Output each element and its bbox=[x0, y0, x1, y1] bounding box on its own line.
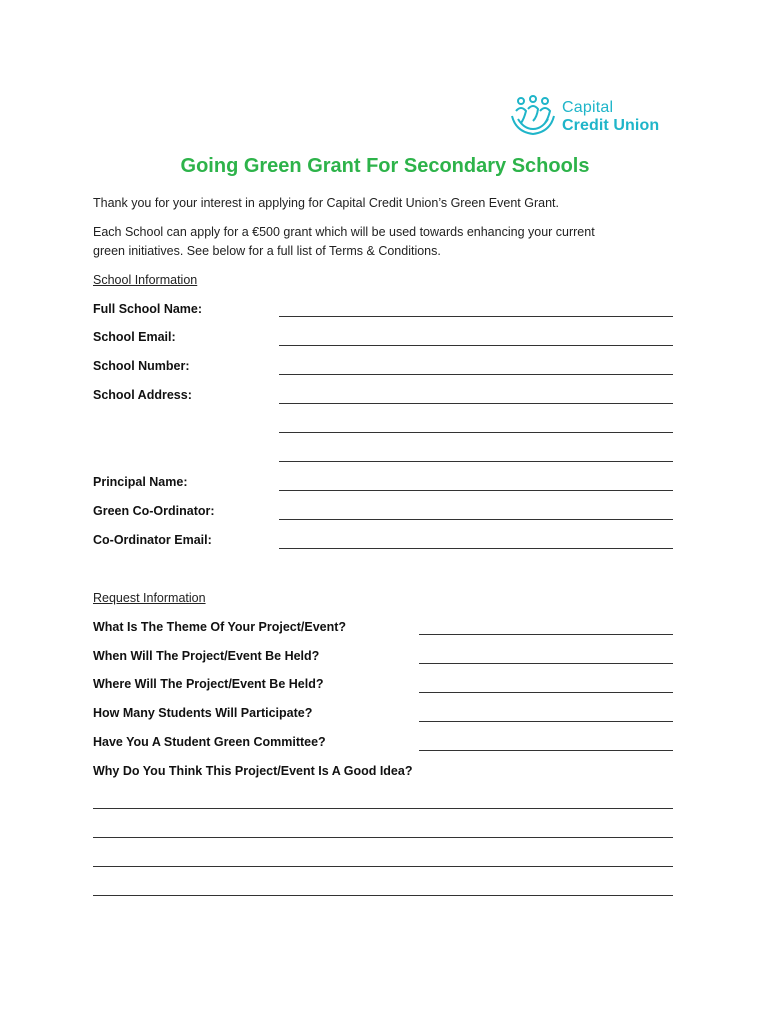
why-answer-field-line-3[interactable] bbox=[93, 866, 673, 867]
page-title: Going Green Grant For Secondary Schools bbox=[180, 155, 590, 177]
request-information-heading: Request Information bbox=[93, 591, 206, 605]
school-address-label: School Address: bbox=[93, 388, 192, 402]
school-information-heading: School Information bbox=[93, 273, 198, 287]
why-answer-field-line-2[interactable] bbox=[93, 837, 673, 838]
school-address-field-line-1[interactable] bbox=[279, 403, 673, 404]
intro-paragraph-1: Thank you for your interest in applying for Capital Credit Union’s Green Event Grant. bbox=[93, 196, 559, 210]
school-number-label: School Number: bbox=[93, 359, 190, 373]
school-email-label: School Email: bbox=[93, 330, 176, 344]
committee-answer-field[interactable] bbox=[419, 750, 673, 751]
school-address-field-line-3[interactable] bbox=[279, 461, 673, 462]
theme-question-label: What Is The Theme Of Your Project/Event? bbox=[93, 620, 347, 634]
when-answer-field[interactable] bbox=[419, 663, 673, 664]
intro-paragraph-2-line-1: Each School can apply for a €500 grant which will be used towards enhancing your current bbox=[93, 225, 595, 239]
principal-name-field[interactable] bbox=[279, 490, 673, 491]
coordinator-email-field[interactable] bbox=[279, 548, 673, 549]
why-answer-field-line-1[interactable] bbox=[93, 808, 673, 809]
why-answer-field-line-4[interactable] bbox=[93, 895, 673, 896]
school-number-field[interactable] bbox=[279, 374, 673, 375]
full-school-name-label: Full School Name: bbox=[93, 302, 203, 316]
green-coordinator-field[interactable] bbox=[279, 519, 673, 520]
committee-question-label: Have You A Student Green Committee? bbox=[93, 735, 326, 749]
people-in-hands-icon bbox=[510, 94, 556, 138]
school-address-field-line-2[interactable] bbox=[279, 432, 673, 433]
full-school-name-field[interactable] bbox=[279, 316, 673, 317]
coordinator-email-label: Co-Ordinator Email: bbox=[93, 533, 212, 547]
logo-text-capital: Capital bbox=[562, 99, 614, 116]
when-question-label: When Will The Project/Event Be Held? bbox=[93, 649, 320, 663]
principal-name-label: Principal Name: bbox=[93, 475, 188, 489]
students-question-label: How Many Students Will Participate? bbox=[93, 706, 313, 720]
students-answer-field[interactable] bbox=[419, 721, 673, 722]
logo bbox=[510, 94, 680, 138]
where-question-label: Where Will The Project/Event Be Held? bbox=[93, 677, 324, 691]
why-question-label: Why Do You Think This Project/Event Is A Good Idea? bbox=[93, 764, 413, 778]
school-email-field[interactable] bbox=[279, 345, 673, 346]
green-coordinator-label: Green Co-Ordinator: bbox=[93, 504, 215, 518]
intro-paragraph-2-line-2: green initiatives. See below for a full list of Terms & Conditions. bbox=[93, 244, 441, 258]
where-answer-field[interactable] bbox=[419, 692, 673, 693]
logo-text-credit-union: Credit Union bbox=[562, 117, 660, 134]
theme-answer-field[interactable] bbox=[419, 634, 673, 635]
